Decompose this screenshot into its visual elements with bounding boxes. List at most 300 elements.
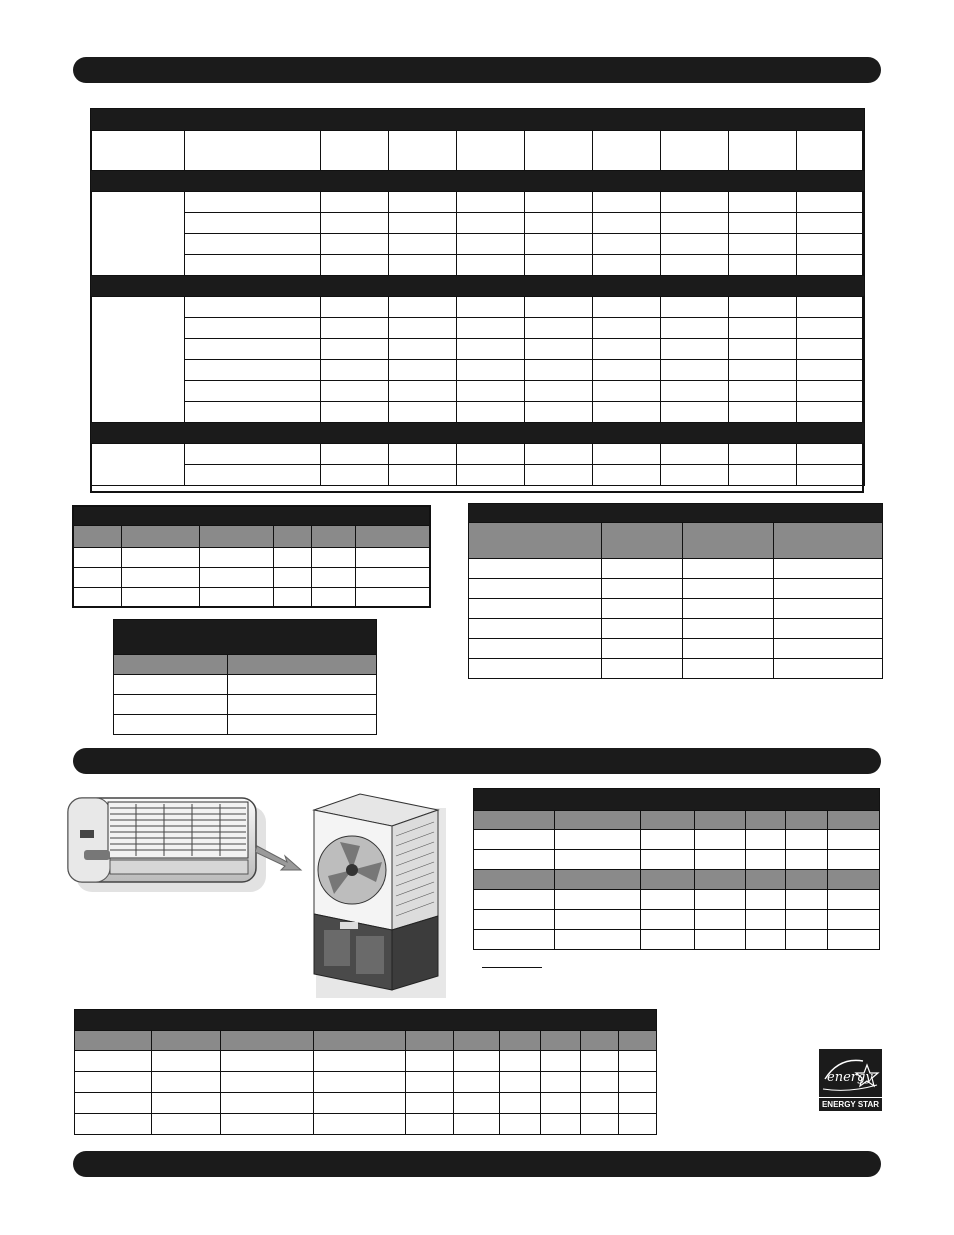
table-cell — [221, 1072, 314, 1093]
table-cell — [555, 850, 641, 870]
table-cell — [525, 318, 593, 339]
mid-table-title-row — [474, 789, 880, 811]
table-cell — [185, 234, 321, 255]
table-cell — [525, 213, 593, 234]
table-cell — [474, 930, 555, 950]
table-row — [469, 659, 883, 679]
table-cell — [683, 579, 774, 599]
table-cell — [457, 297, 525, 318]
table-row — [91, 255, 865, 276]
table-cell — [321, 444, 389, 465]
table-cell — [185, 444, 321, 465]
table-cell — [321, 339, 389, 360]
section-banner-middle — [73, 748, 881, 774]
table-cell — [500, 1051, 541, 1072]
table-cell — [661, 297, 729, 318]
table-cell — [797, 234, 865, 255]
table-row — [474, 830, 880, 850]
table-cell — [314, 1114, 406, 1135]
table-row — [114, 715, 377, 735]
table-cell — [75, 1114, 152, 1135]
table-cell — [695, 811, 746, 830]
table-cell — [797, 444, 865, 465]
table-cell — [828, 930, 880, 950]
table-row — [91, 381, 865, 402]
table-cell — [355, 587, 430, 607]
table-title-cell — [114, 620, 377, 655]
table-cell — [355, 567, 430, 587]
table-title-cell — [73, 506, 430, 525]
table-cell — [321, 297, 389, 318]
table-cell — [729, 444, 797, 465]
table-title-cell — [91, 109, 865, 131]
table-cell — [474, 850, 555, 870]
table-cell — [695, 890, 746, 910]
table-cell — [406, 1031, 454, 1051]
table-cell — [593, 192, 661, 213]
table-title-cell — [469, 504, 883, 523]
table-cell — [525, 131, 593, 171]
table-cell — [593, 360, 661, 381]
table-cell — [457, 360, 525, 381]
table-cell — [114, 715, 228, 735]
table-cell — [321, 381, 389, 402]
table-cell — [199, 525, 273, 547]
table-cell — [593, 131, 661, 171]
table-cell — [786, 910, 828, 930]
table-cell — [114, 695, 228, 715]
table-cell — [683, 619, 774, 639]
table-cell — [321, 402, 389, 423]
table-cell — [619, 1093, 657, 1114]
table-row — [91, 444, 865, 465]
table-cell — [746, 930, 786, 950]
table-cell — [199, 567, 273, 587]
table-cell — [774, 523, 883, 559]
table-cell — [786, 830, 828, 850]
table-cell — [311, 525, 355, 547]
table-cell — [525, 297, 593, 318]
table-cell — [695, 930, 746, 950]
table-row — [91, 339, 865, 360]
table-cell — [389, 131, 457, 171]
table-cell — [774, 599, 883, 619]
table-cell — [500, 1031, 541, 1051]
table-cell — [321, 131, 389, 171]
table-cell — [774, 639, 883, 659]
table-cell — [581, 1031, 619, 1051]
table-cell — [828, 890, 880, 910]
table-cell — [389, 465, 457, 486]
table-row — [91, 213, 865, 234]
svg-text:energy: energy — [827, 1070, 873, 1085]
table-cell — [406, 1072, 454, 1093]
table-cell — [593, 402, 661, 423]
table-cell — [619, 1051, 657, 1072]
table-cell — [321, 213, 389, 234]
table-cell — [221, 1031, 314, 1051]
table-cell — [73, 587, 121, 607]
table-cell — [729, 213, 797, 234]
table-cell — [273, 567, 311, 587]
table-row — [474, 930, 880, 950]
table-row — [73, 547, 430, 567]
table-title-cell — [75, 1010, 657, 1031]
table-cell — [661, 213, 729, 234]
table-cell — [311, 567, 355, 587]
table-cell — [152, 1072, 221, 1093]
table-row — [469, 639, 883, 659]
table-cell — [152, 1114, 221, 1135]
table-cell — [228, 655, 377, 675]
table-cell — [454, 1114, 500, 1135]
table-row — [114, 675, 377, 695]
table-cell — [457, 131, 525, 171]
table-cell — [185, 131, 321, 171]
table-cell — [91, 131, 185, 171]
table-cell — [228, 675, 377, 695]
table-cell — [355, 547, 430, 567]
energy-star-logo — [819, 1049, 882, 1111]
table-title-cell — [91, 423, 865, 444]
table-cell — [73, 547, 121, 567]
table-cell — [602, 639, 683, 659]
table-cell — [661, 444, 729, 465]
table-cell — [525, 402, 593, 423]
right-table-title-row — [469, 504, 883, 523]
table-cell — [593, 444, 661, 465]
table-cell — [469, 523, 602, 559]
table-cell — [457, 381, 525, 402]
table-cell — [525, 234, 593, 255]
right-table-header-row — [469, 523, 883, 559]
table-cell — [314, 1051, 406, 1072]
table-cell — [389, 255, 457, 276]
main-table-header-row — [91, 131, 865, 171]
table-cell — [314, 1072, 406, 1093]
table-cell — [641, 930, 695, 950]
table-cell — [75, 1093, 152, 1114]
table-cell — [729, 192, 797, 213]
table-cell — [121, 525, 199, 547]
table-cell — [406, 1051, 454, 1072]
small-table-header-row — [114, 655, 377, 675]
table-cell — [797, 465, 865, 486]
table-cell — [185, 465, 321, 486]
table-cell — [661, 255, 729, 276]
table-cell — [661, 465, 729, 486]
table-cell — [75, 1051, 152, 1072]
table-cell — [729, 255, 797, 276]
table-cell — [469, 579, 602, 599]
table-cell — [152, 1051, 221, 1072]
table-cell — [199, 587, 273, 607]
table-cell — [75, 1031, 152, 1051]
table-cell — [683, 639, 774, 659]
table-cell — [525, 381, 593, 402]
table-cell — [593, 297, 661, 318]
table-cell — [314, 1031, 406, 1051]
table-cell — [185, 381, 321, 402]
table-cell — [321, 465, 389, 486]
section-banner-top — [73, 57, 881, 83]
table-cell — [525, 192, 593, 213]
table-cell — [797, 402, 865, 423]
table-cell — [457, 255, 525, 276]
table-cell — [641, 890, 695, 910]
table-cell — [474, 811, 555, 830]
table-cell — [602, 619, 683, 639]
table-cell — [786, 930, 828, 950]
table-cell — [500, 1093, 541, 1114]
table-cell — [73, 525, 121, 547]
table-title-cell — [474, 789, 880, 811]
table-cell — [602, 659, 683, 679]
table-cell — [454, 1093, 500, 1114]
table-cell — [474, 890, 555, 910]
table-cell — [828, 811, 880, 830]
table-cell — [389, 444, 457, 465]
table-cell — [774, 659, 883, 679]
table-cell — [746, 830, 786, 850]
table-cell — [321, 192, 389, 213]
table-row — [91, 465, 865, 486]
table-cell — [185, 360, 321, 381]
table-cell — [389, 213, 457, 234]
table-cell — [729, 402, 797, 423]
table-cell — [185, 255, 321, 276]
indoor-unit-image — [60, 790, 270, 900]
table-cell — [661, 402, 729, 423]
table-cell — [541, 1072, 581, 1093]
table-cell — [469, 619, 602, 639]
table-cell — [593, 339, 661, 360]
arrow-icon — [255, 840, 305, 876]
table-cell — [457, 234, 525, 255]
main-spec-table — [90, 108, 865, 486]
table-cell — [661, 131, 729, 171]
table-cell — [797, 297, 865, 318]
table-cell — [797, 213, 865, 234]
table-row — [474, 890, 880, 910]
table-cell — [641, 910, 695, 930]
table-row — [91, 234, 865, 255]
table-cell — [729, 234, 797, 255]
table-cell — [797, 381, 865, 402]
table-row — [474, 850, 880, 870]
table-cell — [469, 659, 602, 679]
right-data-table — [468, 503, 883, 679]
table-cell — [406, 1093, 454, 1114]
table-cell — [114, 655, 228, 675]
table-cell — [114, 675, 228, 695]
table-cell — [389, 318, 457, 339]
table-cell — [729, 381, 797, 402]
outdoor-unit-image — [300, 790, 450, 1002]
section-banner-bottom — [73, 1151, 881, 1177]
table-cell — [525, 255, 593, 276]
table-cell — [457, 318, 525, 339]
table-cell — [774, 579, 883, 599]
table-cell — [661, 192, 729, 213]
table-cell — [389, 360, 457, 381]
table-cell — [221, 1093, 314, 1114]
table-cell — [541, 1031, 581, 1051]
table-cell — [73, 567, 121, 587]
table-cell — [683, 523, 774, 559]
table-cell — [500, 1114, 541, 1135]
bottom-table-header-row — [75, 1031, 657, 1051]
table-cell — [474, 870, 555, 890]
table-cell — [457, 192, 525, 213]
table-cell — [828, 910, 880, 930]
table-row — [75, 1072, 657, 1093]
table-cell — [389, 192, 457, 213]
table-cell — [729, 339, 797, 360]
table-cell — [221, 1051, 314, 1072]
small-data-table — [113, 619, 377, 735]
table-row — [73, 587, 430, 607]
table-row — [469, 599, 883, 619]
table-cell — [321, 234, 389, 255]
table-cell — [469, 639, 602, 659]
table-cell — [774, 619, 883, 639]
main-table-section-row — [91, 423, 865, 444]
table-cell — [797, 131, 865, 171]
table-cell — [314, 1093, 406, 1114]
table-row — [91, 402, 865, 423]
table-cell — [683, 659, 774, 679]
table-cell — [185, 297, 321, 318]
table-cell — [797, 360, 865, 381]
table-cell — [541, 1051, 581, 1072]
table-row — [469, 619, 883, 639]
table-cell — [729, 360, 797, 381]
table-cell — [581, 1114, 619, 1135]
energy-star-icon — [819, 1049, 882, 1097]
table-cell — [355, 525, 430, 547]
table-cell — [321, 255, 389, 276]
table-cell — [500, 1072, 541, 1093]
table-cell — [525, 444, 593, 465]
table-cell — [469, 599, 602, 619]
table-row — [75, 1051, 657, 1072]
table-cell — [406, 1114, 454, 1135]
table-row — [91, 318, 865, 339]
table-cell — [729, 131, 797, 171]
table-cell — [121, 547, 199, 567]
table-cell — [457, 213, 525, 234]
table-cell — [683, 559, 774, 579]
mid-data-table — [473, 788, 880, 950]
table-row — [91, 192, 865, 213]
table-cell — [555, 830, 641, 850]
row-group-label — [91, 444, 185, 486]
table-cell — [786, 811, 828, 830]
table-cell — [389, 297, 457, 318]
table-cell — [602, 559, 683, 579]
table-cell — [185, 213, 321, 234]
table-cell — [525, 360, 593, 381]
table-cell — [746, 811, 786, 830]
table-cell — [75, 1072, 152, 1093]
table-cell — [593, 465, 661, 486]
table-cell — [185, 402, 321, 423]
table-cell — [602, 523, 683, 559]
table-row — [114, 695, 377, 715]
table-cell — [454, 1072, 500, 1093]
table-cell — [121, 567, 199, 587]
table-cell — [828, 870, 880, 890]
table-cell — [228, 695, 377, 715]
table-cell — [593, 381, 661, 402]
table-cell — [121, 587, 199, 607]
table-cell — [593, 318, 661, 339]
table-cell — [457, 339, 525, 360]
table-cell — [581, 1072, 619, 1093]
table-cell — [746, 910, 786, 930]
table-cell — [619, 1114, 657, 1135]
row-group-label — [91, 297, 185, 423]
table-cell — [593, 213, 661, 234]
table-cell — [602, 579, 683, 599]
table-cell — [619, 1031, 657, 1051]
table-cell — [389, 234, 457, 255]
table-cell — [797, 255, 865, 276]
main-table-section-row — [91, 276, 865, 297]
table-cell — [641, 850, 695, 870]
bottom-table-title-row — [75, 1010, 657, 1031]
table-row — [474, 910, 880, 930]
table-cell — [786, 870, 828, 890]
table-cell — [555, 870, 641, 890]
table-cell — [185, 339, 321, 360]
table-cell — [321, 318, 389, 339]
table-cell — [581, 1093, 619, 1114]
table-cell — [641, 870, 695, 890]
table-cell — [221, 1114, 314, 1135]
table-cell — [729, 297, 797, 318]
small-table-title-row — [114, 620, 377, 655]
table-cell — [746, 870, 786, 890]
table-cell — [389, 339, 457, 360]
table-row — [474, 870, 880, 890]
main-table-section-row — [91, 171, 865, 192]
table-cell — [661, 339, 729, 360]
table-cell — [525, 465, 593, 486]
table-row — [75, 1093, 657, 1114]
table-cell — [454, 1031, 500, 1051]
table-cell — [695, 830, 746, 850]
table-cell — [311, 547, 355, 567]
table-cell — [541, 1114, 581, 1135]
table-cell — [469, 559, 602, 579]
table-row — [91, 360, 865, 381]
table-cell — [457, 444, 525, 465]
table-cell — [152, 1093, 221, 1114]
left-table-header-row — [73, 525, 430, 547]
table-cell — [746, 850, 786, 870]
row-group-label — [91, 192, 185, 276]
table-cell — [797, 318, 865, 339]
table-cell — [185, 192, 321, 213]
table-title-cell — [91, 171, 865, 192]
table-cell — [273, 525, 311, 547]
table-cell — [152, 1031, 221, 1051]
mid-table-header-row — [474, 811, 880, 830]
table-cell — [695, 870, 746, 890]
table-cell — [555, 930, 641, 950]
